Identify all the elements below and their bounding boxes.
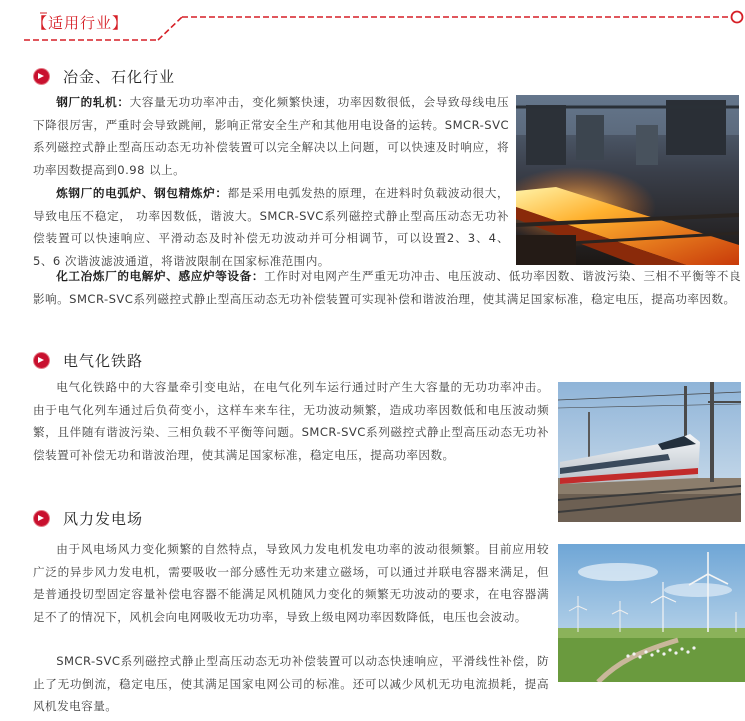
play-bullet-icon (34, 511, 49, 526)
header-end-circle-icon (732, 12, 743, 23)
paragraph-arc-furnace (33, 182, 509, 272)
paragraph-text: 由于风电场风力变化频繁的自然特点，导致风力发电机发电功率的波动很频繁。目前应用较广泛的异步风力发电机，需要吸收一部分感性无功来建立磁场，可以通过并联电容器来满足，但是普通投切型固定容量补偿电容器不能满足风机随风力变化的频繁无功波动的要求，在电容器满足不了的情况下，风机会向电网吸收无功功率，导致上级电网功率因数降低，电压也会波动。 (33, 542, 549, 624)
paragraph-electrolytic-furnace (33, 265, 741, 310)
section-title: 风力发电场 (63, 509, 144, 528)
section-title: 冶金、石化行业 (63, 67, 176, 86)
section-heading-wind (34, 508, 143, 528)
paragraph-text: 电气化铁路中的大容量牵引变电站，在电气化列车运行通过时产生大容量的无功功率冲击。由于电气化列车通过后负荷变小，这样车来车往，无功波动频繁，造成功率因数低和电压波动频繁，且伴随有谐波污染、三相负载不平衡等问题。SMCR-SVC系列磁控式静止型高压动态无功补偿装置可补偿无功和谐波治理，使其满足国家标准，稳定电压，提高功率因数。 (33, 380, 549, 462)
paragraph-rolling-mill (33, 91, 509, 181)
paragraph-text: 大容量无功功率冲击，变化频繁快速，功率因数很低，会导致母线电压下降很厉害，严重时会导致跳闸，影响正常安全生产和其他用电设备的运转。SMCR-SVC系列磁控式静止型高压动态无功补偿装置可以完全解决以上问题，可以快速及时响应，将功率因数提高到0.98 以上。 (33, 95, 510, 177)
paragraph-text: SMCR-SVC系列磁控式静止型高压动态无功补偿装置可以动态快速响应，平滑线性补偿，防止了无功倒流，稳定电压，使其满足国家电网公司的标准。还可以减少风机无功电流损耗，提高风机发电容量。 (33, 654, 549, 714)
paragraph-label: 钢厂的轧机： (56, 95, 130, 109)
paragraph-label: 化工冶炼厂的电解炉、感应炉等设备： (56, 269, 265, 283)
play-bullet-icon (34, 69, 49, 84)
paragraph-text: 都是采用电弧发热的原理，在进料时负载波动很大，导致电压不稳定， 功率因数低，谐波大。SMCR-SVC系列磁控式静止型高压动态无功补偿装置可以快速响应、平滑动态及时补偿无功波动并可分相调节，可以设置2、3、4、5、6 次谐波滤波通道，将谐波限制在国家标准范围内。 (33, 186, 509, 268)
paragraph-label: 炼钢厂的电弧炉、钢包精炼炉： (56, 186, 228, 200)
section-title: 电气化铁路 (63, 351, 144, 370)
section-heading-railway (34, 350, 143, 370)
steel-mill-photo (516, 95, 739, 265)
wind-farm-photo (558, 544, 745, 682)
section-heading-metallurgy (34, 66, 175, 86)
paragraph-text: 工作时对电网产生严重无功冲击、电压波动、低功率因数、谐波污染、三相不平衡等不良影响。SMCR-SVC系列磁控式静止型高压动态无功补偿装置可实现补偿和谐波治理，使其满足国家标准，稳定电压，提高功率因数。 (33, 269, 741, 306)
paragraph-wind-2 (33, 650, 549, 718)
paragraph-railway (33, 376, 549, 466)
play-bullet-icon (34, 353, 49, 368)
train-photo (558, 382, 741, 522)
paragraph-wind-1 (33, 538, 549, 628)
header-title: 【适用行业】 (32, 14, 129, 32)
